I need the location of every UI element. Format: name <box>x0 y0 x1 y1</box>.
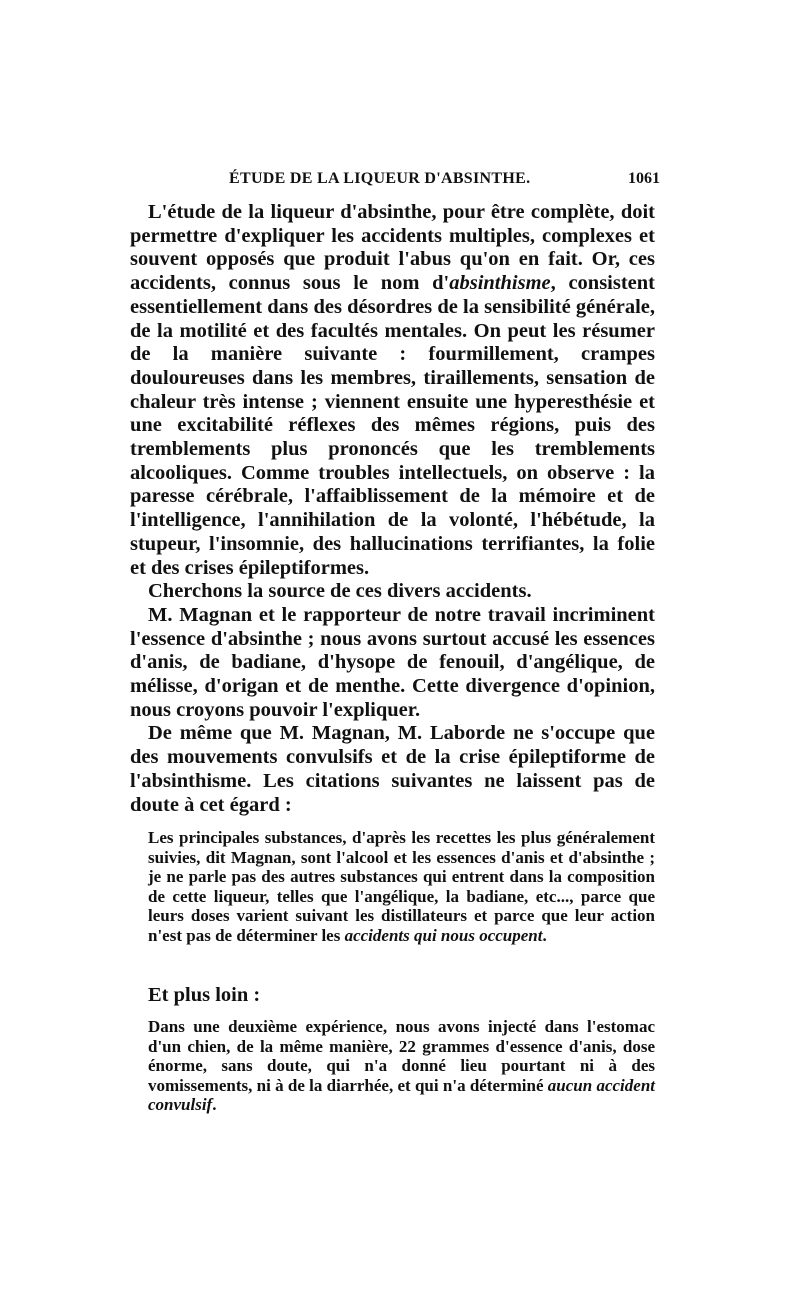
paragraph-2: Cherchons la source de ces divers accidents. <box>148 580 532 603</box>
page-header <box>147 170 660 196</box>
transition-text: Et plus loin : <box>148 984 261 1006</box>
body-text <box>130 201 655 817</box>
page-number: 1061 <box>628 170 660 187</box>
running-title: ÉTUDE DE LA LIQUEUR D'ABSINTHE. <box>229 170 531 187</box>
paragraph-3: M. Magnan et le rapporteur de notre travail incriminent l'essence d'absinthe ; nous avons surtout accusé les essences d'anis, de badiane, d'hysope de fenouil, d'angélique, de mélisse, d'origan et de menthe. Cette divergence d'opinion, nous croyons pouvoir l'expliquer. <box>130 603 655 721</box>
paragraph-4: De même que M. Magnan, M. Laborde ne s'occupe que des mouvements convulsifs et de la crise épileptiforme de l'absinthisme. Les citations suivantes ne laissent pas de doute à cet égard : <box>130 722 655 816</box>
paragraph-1: L'étude de la liqueur d'absinthe, pour être complète, doit permettre d'expliquer les accidents multiples, complexes et souvent opposés que produit l'abus qu'on en fait. Or, ces accidents, connus sous le nom d'absinthisme, consistent essentiellement dans des désordres de la sensibilité générale, de la motilité et des facultés mentales. On peut les résumer de la manière suivante : fourmillement, crampes douloureuses dans les membres, tiraillements, sensation de chaleur très intense ; viennent ensuite une hyperesthésie et une excitabilité réflexes des mêmes régions, puis des tremblements plus prononcés que les tremblements alcooliques. Comme troubles intellectuels, on observe : la paresse cérébrale, l'affaiblissement de la mémoire et de l'intelligence, l'annihilation de la volonté, l'hébétude, la stupeur, l'insomnie, des hallucinations terrifiantes, la folie et des crises épileptiformes. <box>130 201 656 579</box>
quotation-experiment: Dans une deuxième expérience, nous avons injecté dans l'estomac d'un chien, de la même manière, 22 grammes d'essence d'anis, dose énorme, sans doute, qui n'a donné lieu pourtant ni à des vomissements, ni à de la diarrhée, et qui n'a déterminé aucun accident convulsif. <box>148 1017 655 1114</box>
quotation-magnan: Les principales substances, d'après les recettes les plus généralement suivies, dit Magnan, sont l'alcool et les essences d'anis et d'absinthe ; je ne parle pas des autres substances qui entrent dans la composition de cette liqueur, telles que l'angélique, la badiane, etc..., parce que leurs doses varient suivant les distillateurs et parce que leur action n'est pas de déterminer les accidents qui nous occupent. <box>148 828 655 945</box>
term-absinthisme: absinthisme <box>449 272 551 295</box>
